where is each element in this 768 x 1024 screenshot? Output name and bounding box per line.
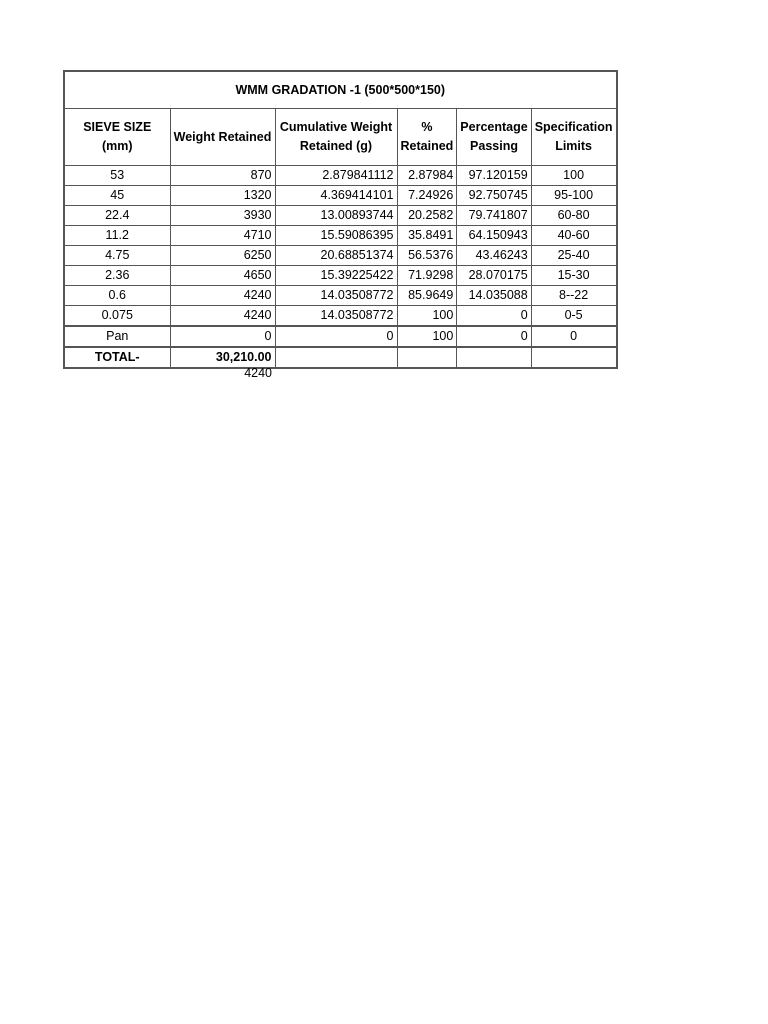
cell-percent-retained[interactable]: 35.8491 [397,226,457,246]
spreadsheet-sheet [63,70,618,369]
gradation-table [63,70,618,369]
table-row [64,306,617,327]
cell-percent-retained[interactable]: 2.87984 [397,166,457,186]
cell-specification-limits[interactable]: 0-5 [531,306,616,327]
cell-cumulative-weight[interactable]: 14.03508772 [275,306,397,327]
cell-specification-limits[interactable]: 100 [531,166,616,186]
table-header-row [64,109,617,166]
cell-cumulative-weight[interactable]: 2.879841112 [275,166,397,186]
cell-cumulative-weight[interactable]: 4.369414101 [275,186,397,206]
cell-specification-limits[interactable]: 40-60 [531,226,616,246]
cell-cumulative-weight[interactable]: 15.59086395 [275,226,397,246]
cell-percentage-passing[interactable]: 14.035088 [457,286,531,306]
table-row [64,206,617,226]
cell-weight-retained[interactable]: 4240 [170,286,275,306]
cell-percent-retained[interactable]: 100 [397,306,457,327]
below-table-value[interactable]: 4240 [244,366,272,380]
cell-weight-retained[interactable]: 1320 [170,186,275,206]
cell-percentage-passing[interactable]: 28.070175 [457,266,531,286]
cell-percentage-passing[interactable]: 0 [457,306,531,327]
table-row [64,186,617,206]
cell-percent-retained[interactable]: 85.9649 [397,286,457,306]
cell-cumulative-weight[interactable]: 13.00893744 [275,206,397,226]
cell-sieve-size[interactable]: Pan [64,326,170,347]
cell-weight-retained[interactable]: 4240 [170,306,275,327]
header-weight-retained[interactable]: Weight Retained [170,109,275,166]
total-empty-cell[interactable] [457,347,531,368]
cell-percentage-passing[interactable]: 79.741807 [457,206,531,226]
header-percentage-passing[interactable]: Percentage Passing [457,109,531,166]
cell-weight-retained[interactable]: 6250 [170,246,275,266]
table-title-row [64,71,617,109]
cell-weight-retained[interactable]: 870 [170,166,275,186]
cell-sieve-size[interactable]: 45 [64,186,170,206]
cell-cumulative-weight[interactable]: 20.68851374 [275,246,397,266]
table-row [64,166,617,186]
header-cumulative-weight[interactable]: Cumulative Weight Retained (g) [275,109,397,166]
total-empty-cell[interactable] [275,347,397,368]
cell-weight-retained[interactable]: 0 [170,326,275,347]
cell-cumulative-weight[interactable]: 15.39225422 [275,266,397,286]
cell-cumulative-weight[interactable]: 14.03508772 [275,286,397,306]
table-row [64,226,617,246]
cell-sieve-size[interactable]: 53 [64,166,170,186]
cell-percentage-passing[interactable]: 64.150943 [457,226,531,246]
cell-percent-retained[interactable]: 71.9298 [397,266,457,286]
table-row [64,286,617,306]
table-row-pan [64,326,617,347]
total-weight[interactable]: 30,210.00 [170,347,275,368]
cell-percentage-passing[interactable]: 0 [457,326,531,347]
cell-weight-retained[interactable]: 4710 [170,226,275,246]
table-row [64,266,617,286]
cell-weight-retained[interactable]: 3930 [170,206,275,226]
cell-sieve-size[interactable]: 2.36 [64,266,170,286]
total-empty-cell[interactable] [531,347,616,368]
cell-percentage-passing[interactable]: 92.750745 [457,186,531,206]
cell-percent-retained[interactable]: 20.2582 [397,206,457,226]
header-sieve-size[interactable]: SIEVE SIZE (mm) [64,109,170,166]
table-row-total [64,347,617,368]
cell-specification-limits[interactable]: 95-100 [531,186,616,206]
total-label[interactable]: TOTAL- [64,347,170,368]
cell-specification-limits[interactable]: 0 [531,326,616,347]
header-specification-limits[interactable]: Specification Limits [531,109,616,166]
cell-specification-limits[interactable]: 60-80 [531,206,616,226]
cell-sieve-size[interactable]: 11.2 [64,226,170,246]
cell-sieve-size[interactable]: 0.075 [64,306,170,327]
cell-sieve-size[interactable]: 22.4 [64,206,170,226]
cell-cumulative-weight[interactable]: 0 [275,326,397,347]
table-row [64,246,617,266]
cell-sieve-size[interactable]: 4.75 [64,246,170,266]
table-title[interactable]: WMM GRADATION -1 (500*500*150) [64,71,617,109]
cell-specification-limits[interactable]: 25-40 [531,246,616,266]
cell-weight-retained[interactable]: 4650 [170,266,275,286]
cell-specification-limits[interactable]: 8--22 [531,286,616,306]
cell-sieve-size[interactable]: 0.6 [64,286,170,306]
header-percent-retained[interactable]: % Retained [397,109,457,166]
cell-percent-retained[interactable]: 100 [397,326,457,347]
cell-percentage-passing[interactable]: 43.46243 [457,246,531,266]
cell-percent-retained[interactable]: 56.5376 [397,246,457,266]
total-empty-cell[interactable] [397,347,457,368]
cell-specification-limits[interactable]: 15-30 [531,266,616,286]
cell-percentage-passing[interactable]: 97.120159 [457,166,531,186]
cell-percent-retained[interactable]: 7.24926 [397,186,457,206]
